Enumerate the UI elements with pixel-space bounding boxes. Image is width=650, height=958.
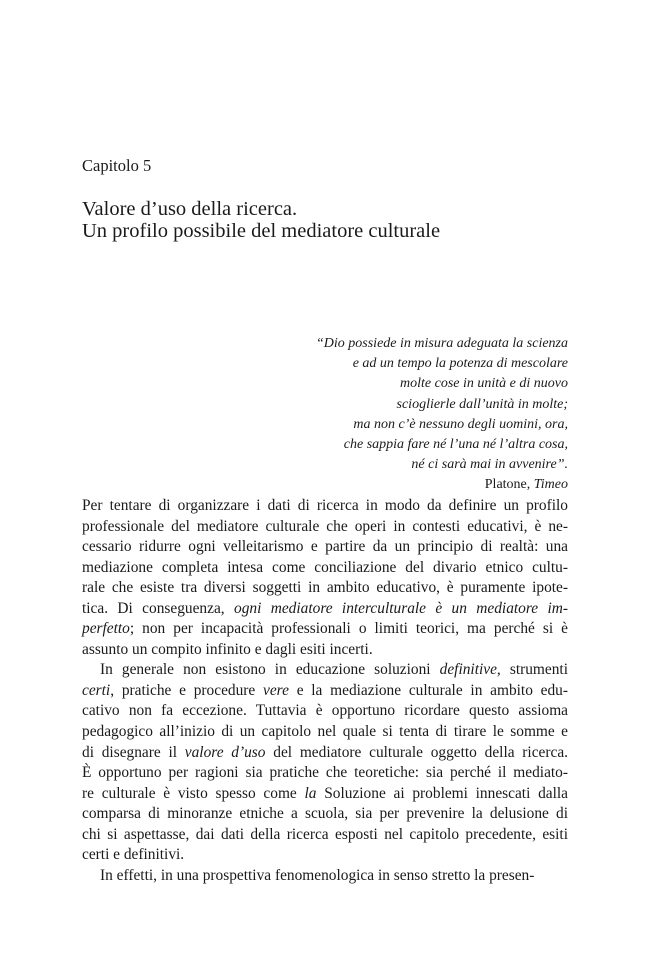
chapter-title-line: Valore d’uso della ricerca. <box>82 198 298 220</box>
body-segment: di disegnare il <box>82 743 185 761</box>
epigraph-line: scioglierle dall’unità in molte; <box>396 396 568 412</box>
body-line <box>82 517 568 538</box>
body-segment: cativo non fa eccezione. Tuttavia è opportuno ricordare questo assioma <box>82 702 568 720</box>
body-line <box>82 743 568 764</box>
body-segment: È opportuno per ragioni sia pratiche che teoretiche: sia perché il mediato- <box>82 764 568 782</box>
body-segment: comparsa di minoranze etniche a scuola, sia per prevenire la delusione di <box>82 805 568 823</box>
body-segment: , strumenti <box>496 661 568 679</box>
body-line <box>82 866 568 887</box>
body-emphasis: ogni mediatore interculturale è un mediatore im- <box>234 599 569 617</box>
body-line <box>82 660 568 681</box>
epigraph-work: Timeo <box>533 477 568 493</box>
book-page <box>82 0 568 958</box>
body-segment: In effetti, in una prospettiva fenomenologica in senso stretto la presen- <box>100 866 535 884</box>
body-line <box>82 640 568 661</box>
body-segment: tica. Di conseguenza, <box>82 599 235 617</box>
body-line <box>82 537 568 558</box>
body-segment: del mediatore culturale oggetto della ricerca. <box>265 743 569 761</box>
body-segment: rale che esiste tra diversi soggetti in ambito educativo, è puramente ipote- <box>82 579 568 597</box>
epigraph-author: Platone, <box>484 477 534 493</box>
epigraph-line: “Dio possiede in misura adeguata la scienza <box>316 336 568 351</box>
body-line <box>82 845 568 866</box>
body-line <box>82 804 568 825</box>
body-text <box>82 496 568 886</box>
body-segment: e la mediazione culturale in ambito edu- <box>288 681 568 699</box>
body-line <box>82 763 568 784</box>
epigraph-attribution <box>268 475 568 495</box>
body-segment: , pratiche e procedure <box>110 681 264 699</box>
body-line <box>82 619 568 640</box>
body-segment: assunto un compito infinito e dagli esiti incerti. <box>82 640 373 658</box>
body-emphasis: perfetto <box>82 620 130 638</box>
body-segment: ; non per incapacità professionali o limiti teorici, ma perché si è <box>129 620 568 638</box>
chapter-label: Capitolo 5 <box>82 156 152 175</box>
body-segment: re culturale è visto spesso come <box>82 784 305 802</box>
body-line <box>82 681 568 702</box>
body-emphasis: definitive <box>439 661 497 679</box>
body-line <box>82 496 568 517</box>
body-line <box>82 578 568 599</box>
body-line <box>82 558 568 579</box>
body-segment: mediazione completa intesa come conciliazione del divario etnico cultu- <box>82 558 568 576</box>
body-emphasis: la <box>304 784 317 802</box>
body-segment: Soluzione ai problemi innescati dalla <box>316 784 569 802</box>
epigraph <box>268 334 568 496</box>
epigraph-line: che sappia fare né l’una né l’altra cosa, <box>343 437 568 453</box>
body-line <box>82 784 568 805</box>
epigraph-line: ma non c’è nessuno degli uomini, ora, <box>353 416 568 432</box>
body-line <box>82 599 568 620</box>
body-line <box>82 722 568 743</box>
chapter-title-line: Un profilo possibile del mediatore culturale <box>82 220 441 242</box>
body-emphasis: valore d’uso <box>184 743 266 761</box>
body-segment: Per tentare di organizzare i dati di ricerca in modo da definire un profilo <box>82 497 568 514</box>
epigraph-line: né ci sarà mai in avvenire”. <box>411 457 568 473</box>
body-segment: cessario ridurre ogni velleitarismo e partire da un principio di realtà: una <box>82 538 568 556</box>
body-segment: chi si aspettasse, dai dati della ricerca esposti nel capitolo precedente, esiti <box>82 825 568 843</box>
body-emphasis: certi <box>82 681 111 699</box>
body-segment: pedagogico all’inizio di un capitolo nel quale si tenta di tirare le somme e <box>82 723 568 741</box>
body-line <box>82 701 568 722</box>
body-segment: In generale non esistono in educazione soluzioni <box>100 661 440 679</box>
body-segment: certi e definitivi. <box>82 846 185 864</box>
body-segment: professionale del mediatore culturale che operi in contesti educativi, è ne- <box>82 517 568 535</box>
chapter-title <box>82 198 568 242</box>
body-line <box>82 825 568 846</box>
epigraph-line: molte cose in unità e di nuovo <box>400 376 568 392</box>
body-emphasis: vere <box>263 681 289 699</box>
epigraph-line: e ad un tempo la potenza di mescolare <box>352 356 568 372</box>
